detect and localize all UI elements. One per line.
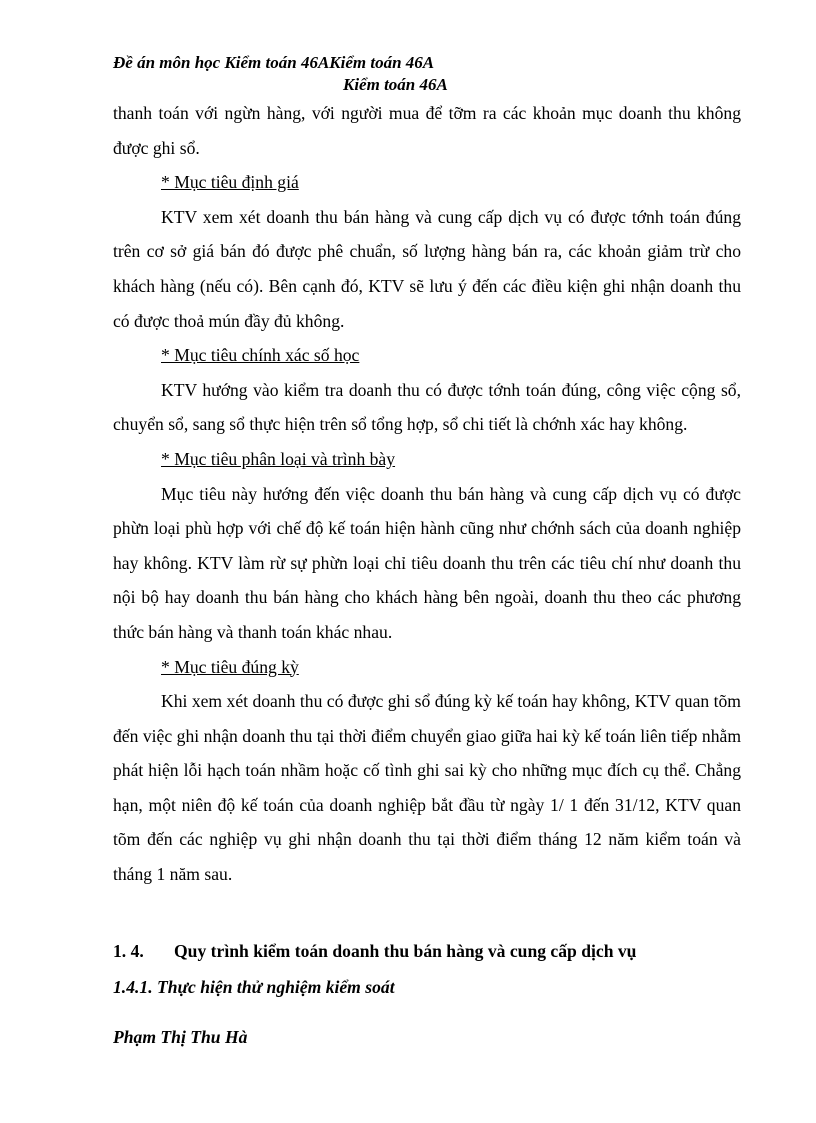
paragraph: thanh toán với ngừn hàng, với người mua để tỡm ra các khoản mục doanh thu không được ghi sổ. xyxy=(113,103,741,158)
subheading-chinh-xac-so-hoc: * Mục tiêu chính xác số học xyxy=(161,345,360,366)
subheading-phan-loai-trinh-bay: * Mục tiêu phân loại và trình bày xyxy=(161,448,396,469)
subheading-dung-ky: * Mục tiêu đúng kỳ xyxy=(161,656,299,677)
subheading-dinh-gia: * Mục tiêu định giá xyxy=(161,172,299,193)
header-line-1: Đề án môn học Kiểm toán 46AKiểm toán 46A xyxy=(113,53,435,72)
section-title: Quy trình kiểm toán doanh thu bán hàng và cung cấp dịch vụ xyxy=(174,941,637,961)
section-heading-1-4-1: 1.4.1. Thực hiện thử nghiệm kiểm soát xyxy=(113,977,395,997)
paragraph: KTV hướng vào kiểm tra doanh thu có được tớnh toán đúng, công việc cộng sổ, chuyển sổ, sang sổ thực hiện trên sổ tổng hợp, sổ chi tiết là chớnh xác hay không. xyxy=(113,379,741,435)
section-number: 1. 4. xyxy=(113,941,144,961)
body-text xyxy=(113,96,741,892)
header-line-2: Kiểm toán 46A xyxy=(343,75,448,94)
paragraph: Khi xem xét doanh thu có được ghi sổ đúng kỳ kế toán hay không, KTV quan tõm đến việc ghi nhận doanh thu tại thời điểm chuyển giao giữa hai kỳ kế toán liên tiếp nhằm phát hiện lỗi hạch toán nhầm hoặc cố tình ghi sai kỳ cho những mục đích cụ thể. Chẳng hạn, một niên độ kế toán của doanh nghiệp bắt đầu từ ngày 1/ 1 đến 31/12, KTV quan tõm đến các nghiệp vụ ghi nhận doanh thu tại thời điểm tháng 12 năm kiểm toán và tháng 1 năm sau. xyxy=(113,691,741,885)
section-heading-1-4 xyxy=(113,941,636,962)
author-name: Phạm Thị Thu Hà xyxy=(113,1027,248,1047)
paragraph: Mục tiêu này hướng đến việc doanh thu bán hàng và cung cấp dịch vụ có được phừn loại phù hợp với chế độ kế toán hiện hành cũng như chớnh sách của doanh nghiệp hay không. KTV làm rừ sự phừn loại chỉ tiêu doanh thu trên các tiêu chí như doanh thu nội bộ hay doanh thu bán hàng cho khách hàng bên ngoài, doanh thu theo các phương thức bán hàng và thanh toán khác nhau. xyxy=(113,483,741,642)
paragraph: KTV xem xét doanh thu bán hàng và cung cấp dịch vụ có được tớnh toán đúng trên cơ sở giá bán đó được phê chuẩn, số lượng hàng bán ra, các khoản giảm trừ cho khách hàng (nếu có). Bên cạnh đó, KTV sẽ lưu ý đến các điều kiện ghi nhận doanh thu có được thoả mún đầy đủ không. xyxy=(113,206,741,331)
